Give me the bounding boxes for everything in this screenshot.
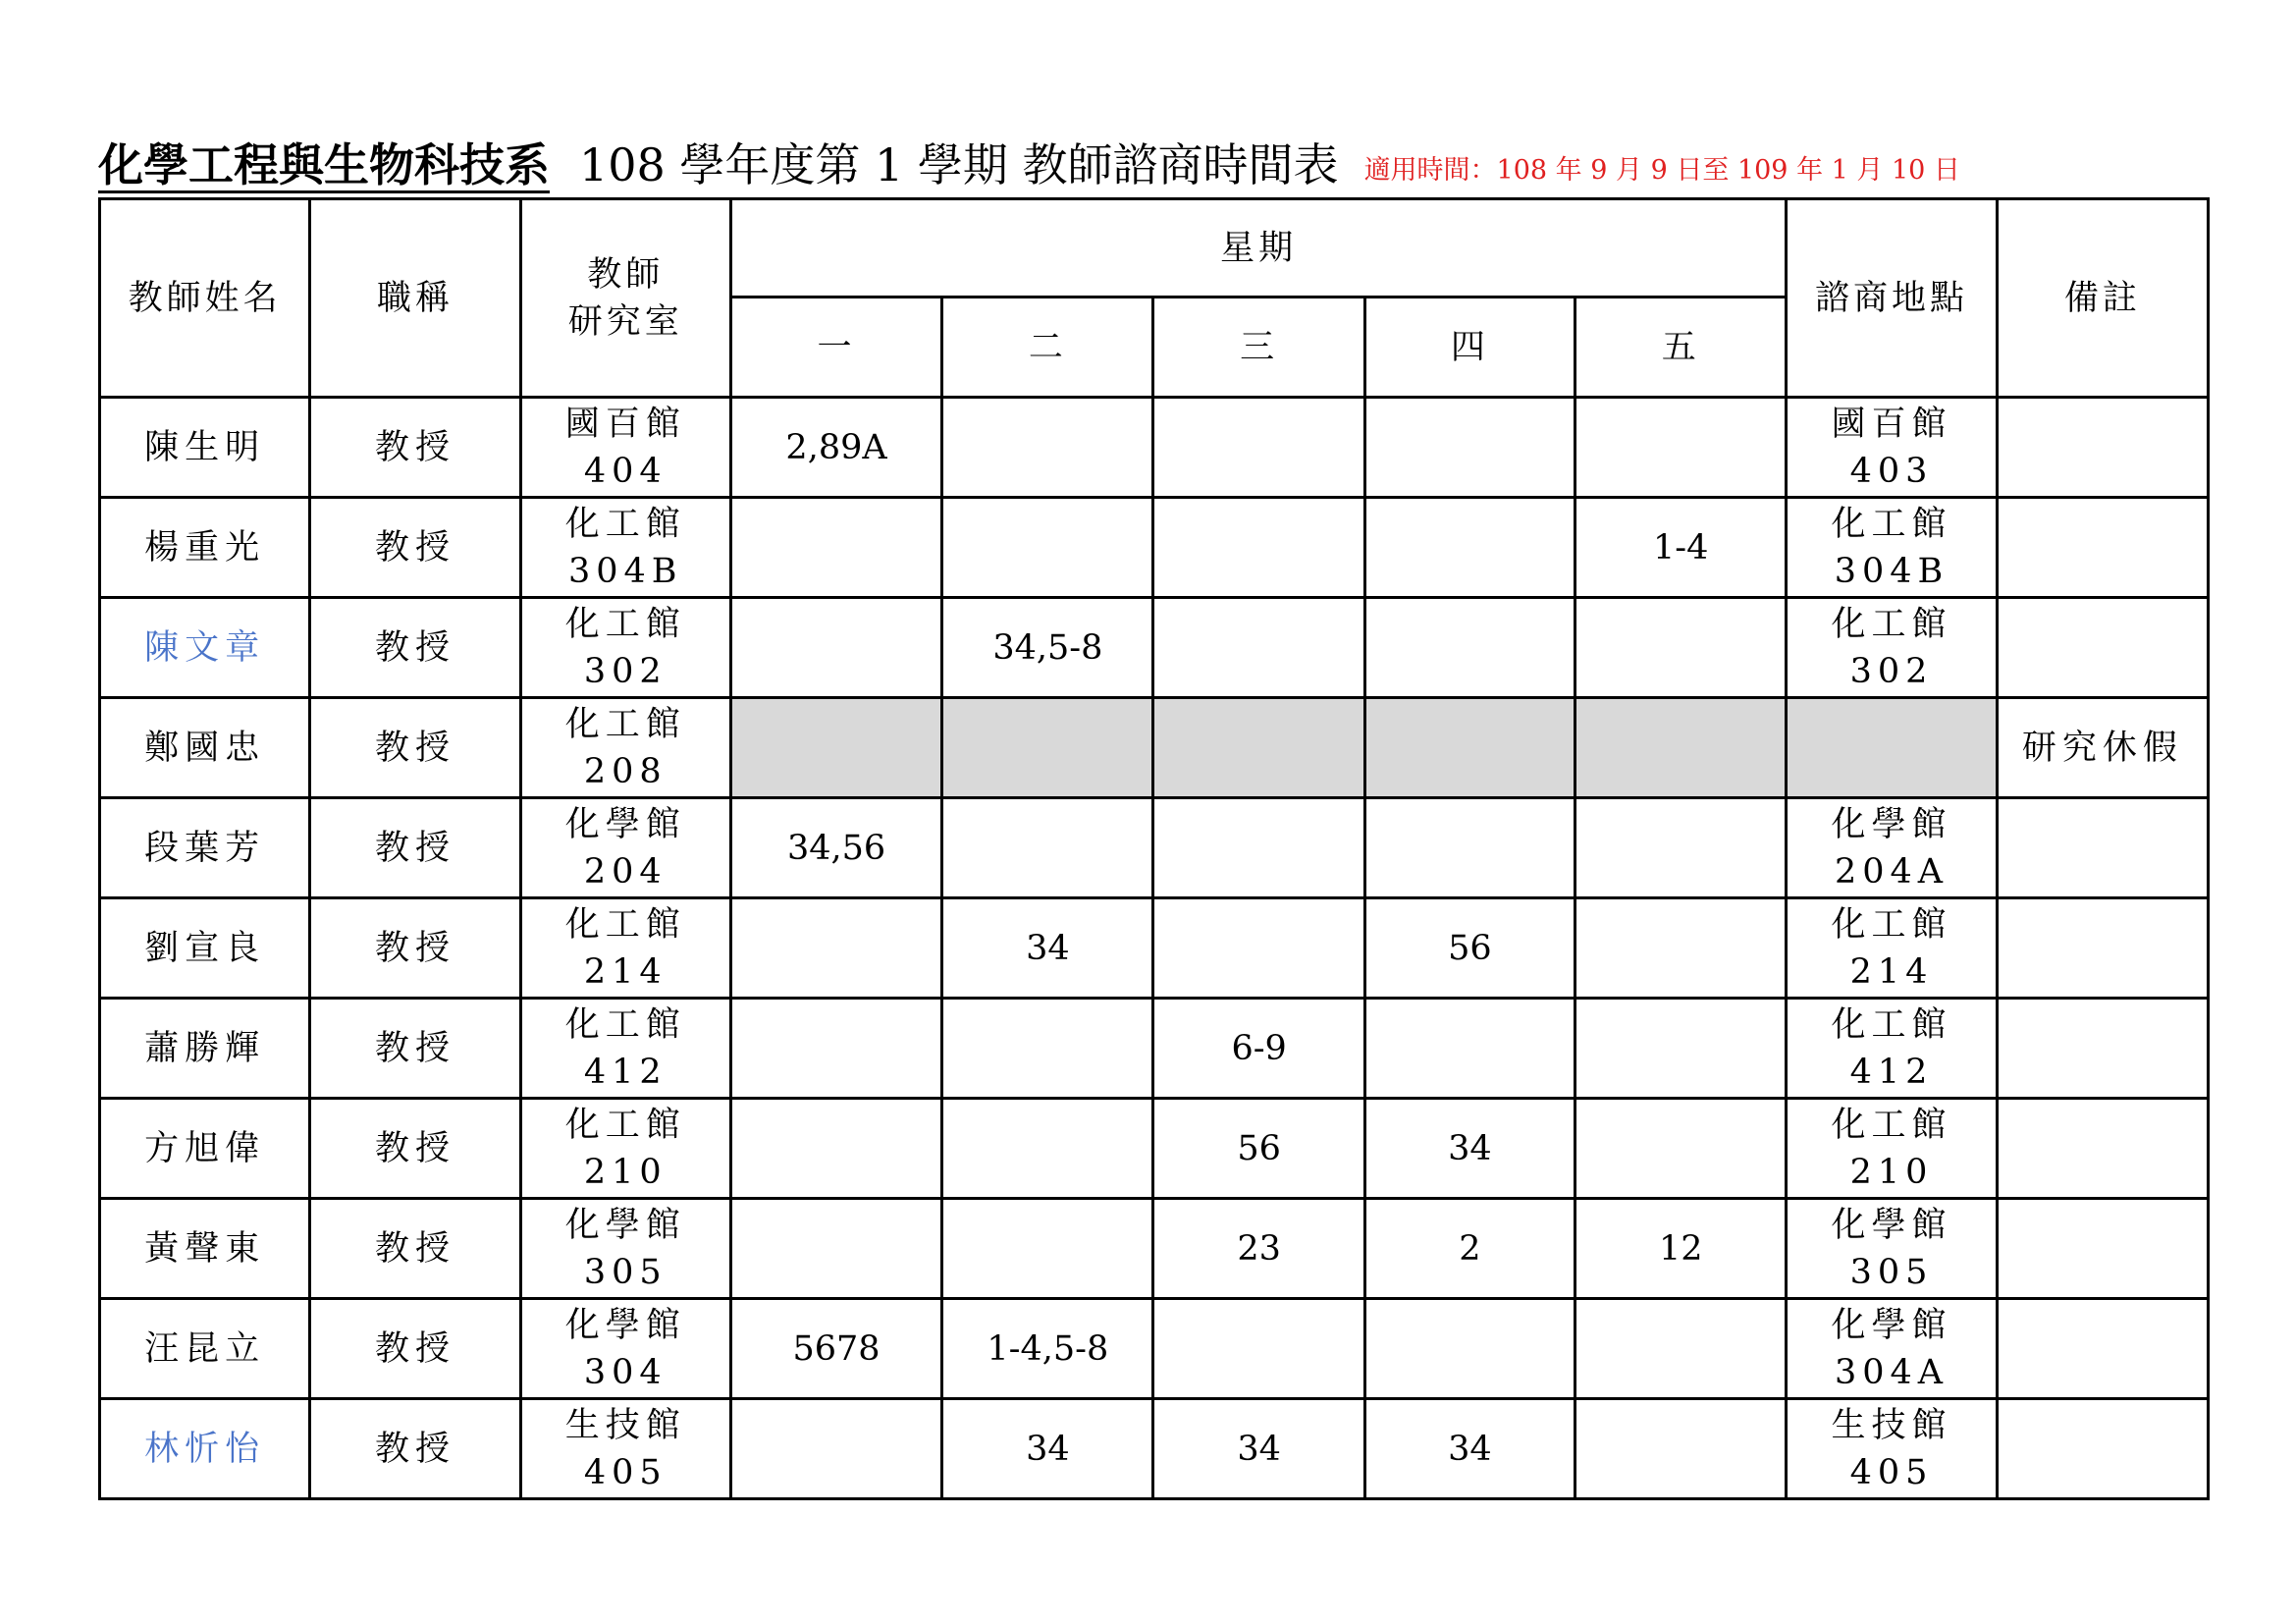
- office-building: 生技館: [564, 1405, 686, 1445]
- slot-fri: [1575, 598, 1787, 698]
- location-building: 化工館: [1831, 1004, 1952, 1045]
- note-cell: [1997, 1199, 2208, 1299]
- office-room: 210: [583, 1152, 667, 1192]
- slot-mon: 2,89A: [730, 398, 941, 498]
- table-row: [100, 498, 2209, 598]
- office-cell: [520, 999, 730, 1099]
- location-room: 304B: [1834, 551, 1949, 591]
- slot-tue: [942, 798, 1153, 898]
- office-cell: [520, 1299, 730, 1399]
- slot-mon: [730, 498, 941, 598]
- location-room: 210: [1849, 1152, 1934, 1192]
- table-row: [100, 1099, 2209, 1199]
- note-cell: [1997, 498, 2208, 598]
- table-row: [100, 1399, 2209, 1499]
- slot-tue: [942, 398, 1153, 498]
- slot-mon: [730, 999, 941, 1099]
- slot-wed: 23: [1153, 1199, 1364, 1299]
- table-row: [100, 1199, 2209, 1299]
- teacher-name-link[interactable]: 陳文章: [100, 598, 310, 698]
- slot-mon: 5678: [730, 1299, 941, 1399]
- office-building: 化工館: [564, 1105, 686, 1145]
- header-day-fri: 五: [1575, 298, 1787, 398]
- slot-tue: [942, 498, 1153, 598]
- slot-tue: 34: [942, 1399, 1153, 1499]
- office-room: 305: [583, 1252, 667, 1292]
- slot-thu: [1364, 398, 1575, 498]
- office-room: 404: [583, 451, 667, 491]
- header-office: [520, 199, 730, 398]
- slot-thu: [1364, 1299, 1575, 1399]
- slot-mon: 34,56: [730, 798, 941, 898]
- slot-fri: [1575, 698, 1787, 798]
- office-cell: [520, 1199, 730, 1299]
- header-office-line1: 教師: [587, 254, 665, 295]
- slot-fri: [1575, 999, 1787, 1099]
- location-room: 305: [1849, 1252, 1934, 1292]
- slot-thu: [1364, 598, 1575, 698]
- note-cell: [1997, 1099, 2208, 1199]
- table-row: [100, 598, 2209, 698]
- validity-period: 適用時間：108 年 9 月 9 日至 109 年 1 月 10 日: [1363, 155, 1960, 186]
- teacher-name: 鄭國忠: [100, 698, 310, 798]
- office-room: 412: [583, 1052, 667, 1092]
- header-day-tue: 二: [942, 298, 1153, 398]
- location-cell: [1787, 398, 1997, 498]
- slot-tue: [942, 1199, 1153, 1299]
- table-row: [100, 999, 2209, 1099]
- page-title: 108 學年度第 1 學期 教師諮商時間表: [579, 138, 1339, 191]
- location-building: 化學館: [1831, 1305, 1952, 1345]
- slot-thu: 2: [1364, 1199, 1575, 1299]
- office-building: 化學館: [564, 1305, 686, 1345]
- slot-mon: [730, 898, 941, 999]
- location-room: 412: [1849, 1052, 1934, 1092]
- slot-tue: [942, 698, 1153, 798]
- note-cell: [1997, 398, 2208, 498]
- office-building: 國百館: [564, 404, 686, 444]
- header-location: 諮商地點: [1787, 199, 1997, 398]
- slot-wed: [1153, 698, 1364, 798]
- teacher-name: 楊重光: [100, 498, 310, 598]
- slot-wed: [1153, 398, 1364, 498]
- office-building: 化學館: [564, 804, 686, 844]
- slot-tue: 1-4,5-8: [942, 1299, 1153, 1399]
- slot-thu: 56: [1364, 898, 1575, 999]
- office-room: 208: [583, 751, 667, 791]
- office-building: 化學館: [564, 1205, 686, 1245]
- location-cell: [1787, 1099, 1997, 1199]
- slot-fri: [1575, 398, 1787, 498]
- office-room: 405: [583, 1452, 667, 1492]
- location-room: 405: [1849, 1452, 1934, 1492]
- teacher-name: 劉宣良: [100, 898, 310, 999]
- location-building: 生技館: [1831, 1405, 1952, 1445]
- teacher-name: 陳生明: [100, 398, 310, 498]
- header-weekday-group: 星期: [730, 199, 1786, 298]
- location-cell: [1787, 999, 1997, 1099]
- location-cell: [1787, 498, 1997, 598]
- office-room: 204: [583, 851, 667, 892]
- location-building: 化工館: [1831, 604, 1952, 644]
- table-row: [100, 698, 2209, 798]
- location-room: 204A: [1834, 851, 1949, 892]
- slot-mon: [730, 1199, 941, 1299]
- location-cell: [1787, 1399, 1997, 1499]
- location-room: 304A: [1834, 1352, 1949, 1392]
- table-row: [100, 898, 2209, 999]
- slot-mon: [730, 1399, 941, 1499]
- teacher-rank: 教授: [310, 1299, 520, 1399]
- location-room: 302: [1849, 651, 1934, 691]
- office-cell: [520, 698, 730, 798]
- location-cell: [1787, 698, 1997, 798]
- location-building: 化工館: [1831, 904, 1952, 945]
- slot-thu: [1364, 798, 1575, 898]
- office-cell: [520, 1399, 730, 1499]
- office-room: 304B: [567, 551, 683, 591]
- office-cell: [520, 398, 730, 498]
- teacher-name: 汪昆立: [100, 1299, 310, 1399]
- office-building: 化工館: [564, 904, 686, 945]
- slot-fri: [1575, 1399, 1787, 1499]
- office-building: 化工館: [564, 504, 686, 544]
- location-building: 化學館: [1831, 804, 1952, 844]
- teacher-rank: 教授: [310, 999, 520, 1099]
- slot-wed: [1153, 598, 1364, 698]
- office-building: 化工館: [564, 704, 686, 744]
- slot-thu: [1364, 698, 1575, 798]
- department-name: 化學工程與生物科技系: [98, 138, 550, 191]
- slot-fri: [1575, 898, 1787, 999]
- note-cell: [1997, 798, 2208, 898]
- teacher-rank: 教授: [310, 1099, 520, 1199]
- slot-wed: [1153, 498, 1364, 598]
- teacher-rank: 教授: [310, 798, 520, 898]
- header-notes: 備註: [1997, 199, 2208, 398]
- header-name: 教師姓名: [100, 199, 310, 398]
- slot-wed: 56: [1153, 1099, 1364, 1199]
- teacher-name-link[interactable]: 林忻怡: [100, 1399, 310, 1499]
- slot-fri: [1575, 798, 1787, 898]
- slot-fri: 12: [1575, 1199, 1787, 1299]
- table-row: [100, 1299, 2209, 1399]
- note-cell: [1997, 1299, 2208, 1399]
- slot-thu: [1364, 999, 1575, 1099]
- slot-tue: 34,5-8: [942, 598, 1153, 698]
- teacher-name: 方旭偉: [100, 1099, 310, 1199]
- teacher-rank: 教授: [310, 1199, 520, 1299]
- location-room: 214: [1849, 951, 1934, 992]
- note-cell: [1997, 898, 2208, 999]
- slot-tue: [942, 999, 1153, 1099]
- table-row: [100, 798, 2209, 898]
- header-rank: 職稱: [310, 199, 520, 398]
- teacher-name: 段葉芳: [100, 798, 310, 898]
- slot-fri: [1575, 1099, 1787, 1199]
- teacher-rank: 教授: [310, 1399, 520, 1499]
- slot-mon: [730, 598, 941, 698]
- slot-wed: 6-9: [1153, 999, 1364, 1099]
- header-day-mon: 一: [730, 298, 941, 398]
- location-room: 403: [1849, 451, 1934, 491]
- location-cell: [1787, 1299, 1997, 1399]
- office-cell: [520, 798, 730, 898]
- slot-wed: [1153, 1299, 1364, 1399]
- header-day-thu: 四: [1364, 298, 1575, 398]
- location-cell: [1787, 798, 1997, 898]
- slot-wed: 34: [1153, 1399, 1364, 1499]
- note-cell: [1997, 1399, 2208, 1499]
- office-building: 化工館: [564, 1004, 686, 1045]
- office-room: 302: [583, 651, 667, 691]
- office-cell: [520, 498, 730, 598]
- office-room: 214: [583, 951, 667, 992]
- office-cell: [520, 898, 730, 999]
- document-title-row: [98, 116, 2209, 194]
- office-cell: [520, 1099, 730, 1199]
- table-row: [100, 398, 2209, 498]
- note-cell: 研究休假: [1997, 698, 2208, 798]
- office-room: 304: [583, 1352, 667, 1392]
- teacher-rank: 教授: [310, 898, 520, 999]
- office-building: 化工館: [564, 604, 686, 644]
- location-cell: [1787, 898, 1997, 999]
- slot-fri: 1-4: [1575, 498, 1787, 598]
- teacher-rank: 教授: [310, 498, 520, 598]
- slot-thu: 34: [1364, 1399, 1575, 1499]
- teacher-rank: 教授: [310, 698, 520, 798]
- slot-fri: [1575, 1299, 1787, 1399]
- teacher-name: 黃聲東: [100, 1199, 310, 1299]
- office-cell: [520, 598, 730, 698]
- teacher-rank: 教授: [310, 398, 520, 498]
- location-cell: [1787, 598, 1997, 698]
- location-building: 國百館: [1831, 404, 1952, 444]
- location-building: 化工館: [1831, 1105, 1952, 1145]
- location-cell: [1787, 1199, 1997, 1299]
- slot-thu: [1364, 498, 1575, 598]
- slot-mon: [730, 1099, 941, 1199]
- teacher-name: 蕭勝輝: [100, 999, 310, 1099]
- teacher-rank: 教授: [310, 598, 520, 698]
- note-cell: [1997, 598, 2208, 698]
- slot-wed: [1153, 898, 1364, 999]
- header-office-line2: 研究室: [567, 301, 683, 342]
- consultation-schedule-table: [98, 197, 2210, 1500]
- slot-wed: [1153, 798, 1364, 898]
- slot-thu: 34: [1364, 1099, 1575, 1199]
- location-building: 化工館: [1831, 504, 1952, 544]
- header-day-wed: 三: [1153, 298, 1364, 398]
- slot-tue: 34: [942, 898, 1153, 999]
- location-building: 化學館: [1831, 1205, 1952, 1245]
- slot-mon: [730, 698, 941, 798]
- note-cell: [1997, 999, 2208, 1099]
- slot-tue: [942, 1099, 1153, 1199]
